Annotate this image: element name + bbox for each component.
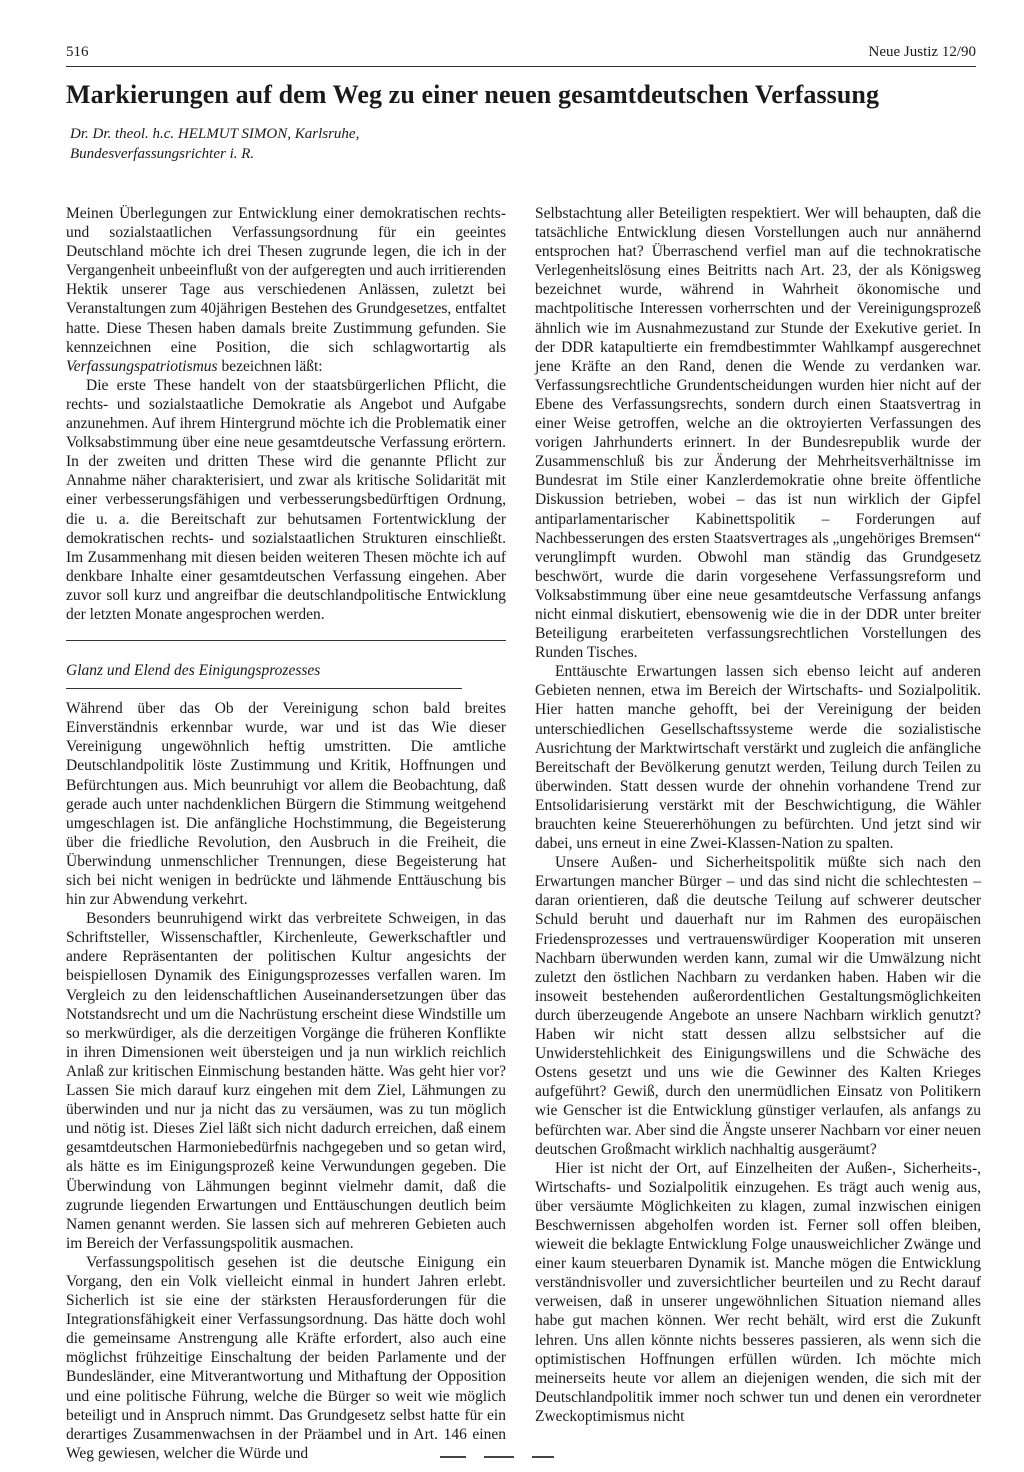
footer-scan-marks (440, 1448, 580, 1454)
page-number: 516 (66, 44, 89, 60)
journal-issue: Neue Justiz 12/90 (868, 44, 976, 60)
article-title: Markierungen auf dem Weg zu einer neuen gesamtdeutschen Verfassung (66, 80, 880, 109)
left-column (66, 204, 506, 1463)
paragraph: Selbstachtung aller Beteiligten respektiert. Wer will behaupten, daß die tatsächliche Entwicklung diesen Vorstellungen auch nur annähernd entsprochen hat? Überraschend verfiel man auf die technokratische Verlegenheitslösung eines Beitritts nach Art. 23, der als Königsweg bezeichnet wurde, während in Wahrheit ökonomische und machtpolitische Interessen vorherrschten und der Vereinigungsprozeß ähnlich wie im Ausnahmezustand zur Stunde der Exekutive geriet. In der DDR katapultierte ein fremdbestimmter Wahlkampf ausgerechnet jene Kräfte an den Rand, denen die Wende zu verdanken war. Verfassungsrechtliche Grundentscheidungen wurden hier nicht auf der Ebene des Verfassungsrechts, sondern durch einen Staatsvertrag in einer Weise getroffen, welche an die oktroyierten Verfassungen des vorigen Jahrhunderts erinnert. In der Bundesrepublik wurde der Zusammenschluß bis zur Änderung der Mehrheitsverhältnisse im Bundesrat im Stile einer Kanzlerdemokratie ohne breite öffentliche Diskussion betrieben, wobei – das ist nun wirklich der Gipfel antiparlamentarischer Kabinettspolitik – Forderungen auf Nachbesserungen des ersten Staatsvertrages als „ungehöriges Bremsen“ verunglimpft wurden. Obwohl man ständig das Grundgesetz beschwört, wurde die darin vorgesehene Verfassungsreform und Volksabstimmung über eine neue gesamtdeutsche Verfassung anfangs nicht einmal diskutiert, ebensowenig wie die in der DDR unter breiter Beteiligung erarbeiteten verfassungsrechtlichen Vorstellungen des Runden Tisches. (535, 205, 981, 662)
intro-text: Meinen Überlegungen zur Entwicklung einer demokratischen rechts- und sozialstaatlichen Verfassungsordnung für ein geeintes Deutschland möchte ich drei Thesen zugrunde legen, die ich in der Vergangenheit unbeeinflußt von der aufgeregten und auch irritierenden Hektik unserer Tage aus verschiedenen Anlässen, zuletzt bei Veranstaltungen zum 40jährigen Bestehen des Grundgesetzes, entfaltet hatte. Diese Thesen haben damals breite Zustimmung gefunden. Sie kennzeichnen eine Position, die sich schlagwortartig als (66, 205, 507, 356)
paragraph: Hier ist nicht der Ort, auf Einzelheiten der Außen-, Sicherheits-, Wirtschafts- und Sozialpolitik einzugehen. Es trägt auch wenig aus, über versäumte Möglichkeiten zu klagen, zumal inzwischen einigen Beschwernissen abgeholfen worden ist. Ferner soll offen bleiben, wieweit die beklagte Entwicklung Folge unausweichlicher Zwänge und einer kaum steuerbaren Dynamik ist. Manche mögen die Entwicklung verständnisvoller und zuversichtlicher beurteilen und zu Recht darauf verweisen, daß in unserer ungewöhnlichen Situation niemand alles habe gut machen können. Wer recht behält, wird erst die Zukunft lehren. Uns allen könnte nichts besseres passieren, als wenn sich die optimistischen Hoffnungen erfüllen würden. Ich möchte mich meinerseits heute vor allem an diejenigen wenden, die sich mit der Deutschlandpolitik immer noch schwer tun und denen ein verordneter Zweckoptimismus nicht (535, 1159, 981, 1425)
paragraph: Die erste These handelt von der staatsbürgerlichen Pflicht, die rechts- und sozialstaatliche Demokratie als Angebot und Aufgabe anzunehmen. Auf ihrem Hintergrund möchte ich die Problematik einer Volksabstimmung über eine neue gesamtdeutsche Verfassung erörtern. In der zweiten und dritten These wird die genannte Pflicht zur Annahme näher charakterisiert, und zwar als kritische Solidarität mit einer verbesserungsfähigen und verbesserungsbedürftigen Ordnung, die u. a. die Bereitschaft zur behutsamen Fortentwicklung der demokratischen rechts- und sozialstaatlichen Strukturen einschließt. Im Zusammenhang mit diesen beiden weiteren Thesen möchte ich auf denkbare Inhalte einer gesamtdeutschen Verfassung eingehen. Aber zuvor soll kurz und angreifbar die deutschlandpolitische Entwicklung der letzten Monate angesprochen werden. (66, 376, 506, 623)
author-block (70, 124, 630, 164)
scan-mark (440, 1456, 466, 1458)
intro-emphasis: Verfassungspatriotismus (66, 357, 218, 375)
header-rule (66, 66, 976, 67)
section-heading: Glanz und Elend des Einigungsprozesses (66, 659, 462, 689)
paragraph: Besonders beunruhigend wirkt das verbreitete Schweigen, in das Schriftsteller, Wissenschaftler, Kirchenleute, Gewerkschaftler und andere Repräsentanten der politischen Kultur angesichts der beispiellosen Dynamik des Einigungsprozesses verfallen waren. Im Vergleich zu den leidenschaftlichen Auseinandersetzungen über das Notstandsrecht und um die Nachrüstung erscheint diese Windstille um so merkwürdiger, als die derzeitigen Vorgänge die früheren Konflikte in ihren Dimensionen weit übersteigen und ja nun wirklich reichlich Anlaß zur kritischen Einmischung bestanden hätte. Was geht hier vor? Lassen Sie mich darauf kurz eingehen mit dem Ziel, Lähmungen zu überwinden und nur ja nicht das zu versäumen, was zu tun möglich und nötig ist. Dieses Ziel läßt sich nicht dadurch erreichen, daß einem gesamtdeutschen Harmoniebedürfnis nachgegeben und so getan wird, als hätte es im Einigungsprozeß keine Verwundungen gegeben. Die Überwindung von Lähmungen beginnt vielmehr damit, daß die zugrunde liegenden Erwartungen und Enttäuschungen deutlich beim Namen genannt werden. Sie lassen sich auf mehreren Gebieten auch im Bereich der Verfassungspolitik ausmachen. (66, 910, 506, 1252)
paragraph: Verfassungspolitisch gesehen ist die deutsche Einigung ein Vorgang, den ein Volk vielleicht einmal in hundert Jahren erlebt. Sicherlich ist sie eine der stärksten Herausforderungen für die Integrationsfähigkeit einer Verfassungsordnung. Das hätte doch wohl die gemeinsame Anstrengung alle Kräfte erfordert, also auch eine möglichst frühzeitige Einschaltung der beiden Parlamente und der Bundesländer, eine Mitverantwortung und Mithaftung der Opposition und eine politische Führung, welche die Bürger so weit wie möglich beteiligt und in Anspruch nimmt. Das Grundgesetz selbst hatte für ein derartiges Zusammenwachsen in der Präambel und in Art. 146 einen Weg gewiesen, welcher die Würde und (66, 1253, 506, 1462)
paragraph: Unsere Außen- und Sicherheitspolitik müßte sich nach den Erwartungen mancher Bürger – und das sind nicht die schlechtesten – daran orientieren, daß die deutsche Teilung auf schwerer deutscher Schuld beruht und dauerhaft nur im Rahmen des europäischen Friedensprozesses und vertrauenswürdiger Kooperation mit unseren Nachbarn überwunden werden kann, zumal wir die Umwälzung nicht zuletzt den östlichen Nachbarn zu verdanken haben. Haben wir die insoweit bestehenden außerordentlichen Gestaltungsmöglichkeiten durch überzeugende Angebote an unsere Nachbarn wirklich genutzt? Haben wir nicht statt dessen allzu selbstsicher auf die Unwiderstehlichkeit des Einigungswillens und die Schwäche des Ostens gesetzt und uns wie die Gewinner des Kalten Krieges aufgeführt? Gewiß, durch den unermüdlichen Einsatz von Politikern wie Genscher ist die Entwicklung günstiger verlaufen, als anfangs zu befürchten war. Aber sind die Ängste unserer Nachbarn vor einer neuen deutschen Großmacht wirklich nachhaltig ausgeräumt? (535, 854, 981, 1158)
author-name: Dr. Dr. theol. h.c. HELMUT SIMON, Karlsruhe, (70, 126, 360, 142)
intro-text-end: bezeichnen läßt: (221, 357, 323, 375)
right-column (535, 204, 981, 1426)
paragraph: Während über das Ob der Vereinigung schon bald breites Einverständnis erkennbar wurde, war und ist das Wie dieser Vereinigung ungewöhnlich heftig umstritten. Die amtliche Deutschlandpolitik löste Zustimmung und Kritik, Hoffnungen und Befürchtungen aus. Mich beunruhigt vor allem die Beobachtung, daß gerade auch unter nachdenklichen Bürgern die Stimmung weitgehend umgeschlagen ist. Die anfängliche Hochstimmung, die Begeisterung über die friedliche Revolution, den Ausbruch in die Freiheit, die Überwindung unmenschlicher Trennungen, diese Begeisterung hat sich bei nicht wenigen in bedrückte und lähmende Enttäuschung bis hin zur Abwendung verkehrt. (66, 700, 506, 909)
author-affiliation: Bundesverfassungsrichter i. R. (70, 146, 255, 162)
scan-mark (484, 1456, 514, 1458)
section-divider (66, 640, 506, 689)
running-header (66, 44, 976, 68)
intro-paragraph (66, 204, 506, 376)
paragraph: Enttäuschte Erwartungen lassen sich ebenso leicht auf anderen Gebieten nennen, etwa im Bereich der Wirtschafts- und Sozialpolitik. Hier hatten manche gehofft, bei der Vereinigung der beiden unterschiedlichen Gesellschaftssysteme werde die sozialistische Ausrichtung der Marktwirtschaft verstärkt und zugleich die anfängliche Bereitschaft der Bevölkerung genutzt werden, Teilung durch Teilen zu überwinden. Statt dessen wurde der ohnehin vorhandene Trend zur Entsolidarisierung verstärkt mit der Beschwichtigung, die Wähler brauchten keine Steuererhöhungen zu befürchten. Und jetzt sind wir dabei, uns erneut in eine Zwei-Klassen-Nation zu spalten. (535, 663, 981, 853)
scan-mark (532, 1456, 554, 1458)
